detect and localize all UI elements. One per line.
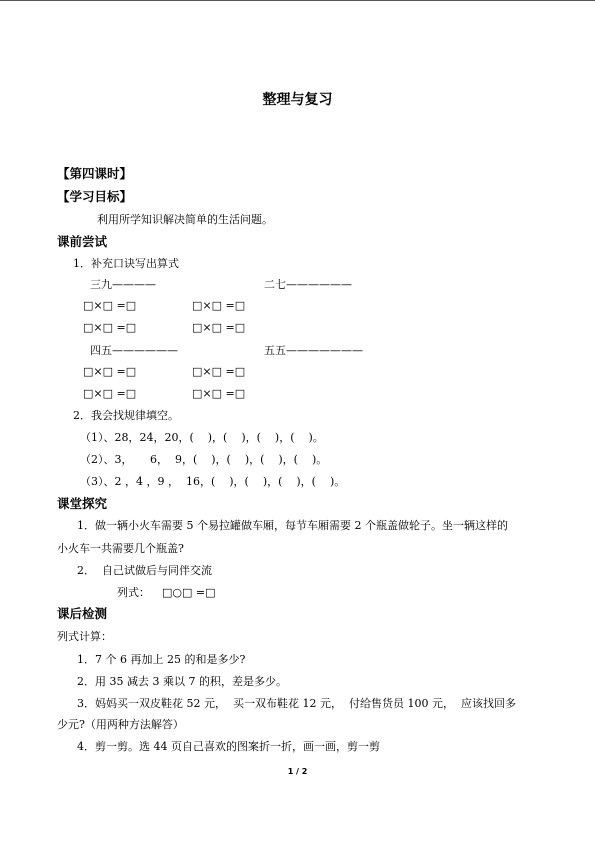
pre-heading: 课前尝试 (57, 234, 108, 249)
rhyme-wu-wu: 五五——————— (264, 344, 363, 357)
post-q4: 4．剪一剪。选 44 页自己喜欢的图案折一折，画一画，剪一剪 (77, 740, 380, 753)
post-heading: 课后检测 (57, 606, 108, 621)
formula-blank: □×□ =□ (192, 365, 246, 378)
formula-blank: □×□ =□ (83, 387, 137, 400)
lesson-label: 【第四课时】 (57, 166, 133, 181)
page-number: 1 / 2 (287, 767, 308, 776)
top-rule (0, 0, 595, 1)
formula-label: 列式： (117, 586, 150, 599)
post-intro: 列式计算： (57, 630, 112, 643)
post-q3-line1: 3．妈妈买一双皮鞋花 52 元， 买一双布鞋花 12 元， 付给售货员 100 元， 应该找回多 (77, 697, 516, 710)
sequence-3: （3）、2 ，4 ，9 ， 16，( )，( )，( )，( )。 (80, 475, 346, 488)
rhyme-er-qi: 二七—————— (264, 278, 352, 291)
formula-blank: □×□ =□ (83, 321, 137, 334)
formula-blank: □×□ =□ (192, 321, 246, 334)
class-q1-line1: 1．做一辆小火车需要 5 个易拉罐做车厢，每节车厢需要 2 个瓶盖做轮子。坐一辆这样的 (77, 519, 508, 532)
sequence-2: （2）、3， 6， 9，( )，( )，( )，( )。 (80, 453, 328, 466)
goal-label: 【学习目标】 (57, 189, 133, 204)
formula-blank: □○□ =□ (162, 586, 216, 599)
formula-blank: □×□ =□ (83, 365, 137, 378)
formula-blank: □×□ =□ (83, 299, 137, 312)
goal-text: 利用所学知识解决简单的生活问题。 (97, 213, 273, 226)
post-q1: 1．7 个 6 再加上 25 的和是多少? (77, 653, 246, 666)
formula-blank: □×□ =□ (192, 299, 246, 312)
class-q2: 2． 自己试做后与同伴交流 (77, 564, 212, 577)
rhyme-si-wu: 四五—————— (90, 344, 178, 357)
page-title: 整理与复习 (262, 92, 333, 108)
post-q2: 2．用 35 减去 3 乘以 7 的积，差是多少。 (77, 675, 287, 688)
pre-q1: 1．补充口诀写出算式 (73, 257, 179, 270)
rhyme-san-jiu: 三九———— (90, 278, 156, 291)
formula-blank: □×□ =□ (192, 387, 246, 400)
post-q3-line2: 少元?（用两种方法解答） (57, 718, 184, 731)
class-heading: 课堂探究 (57, 496, 108, 511)
class-q1-line2: 小火车一共需要几个瓶盖? (57, 542, 184, 555)
sequence-1: （1）、28，24，20，( )，( )，( )，( )。 (80, 431, 324, 444)
pre-q2: 2．我会找规律填空。 (73, 409, 179, 422)
